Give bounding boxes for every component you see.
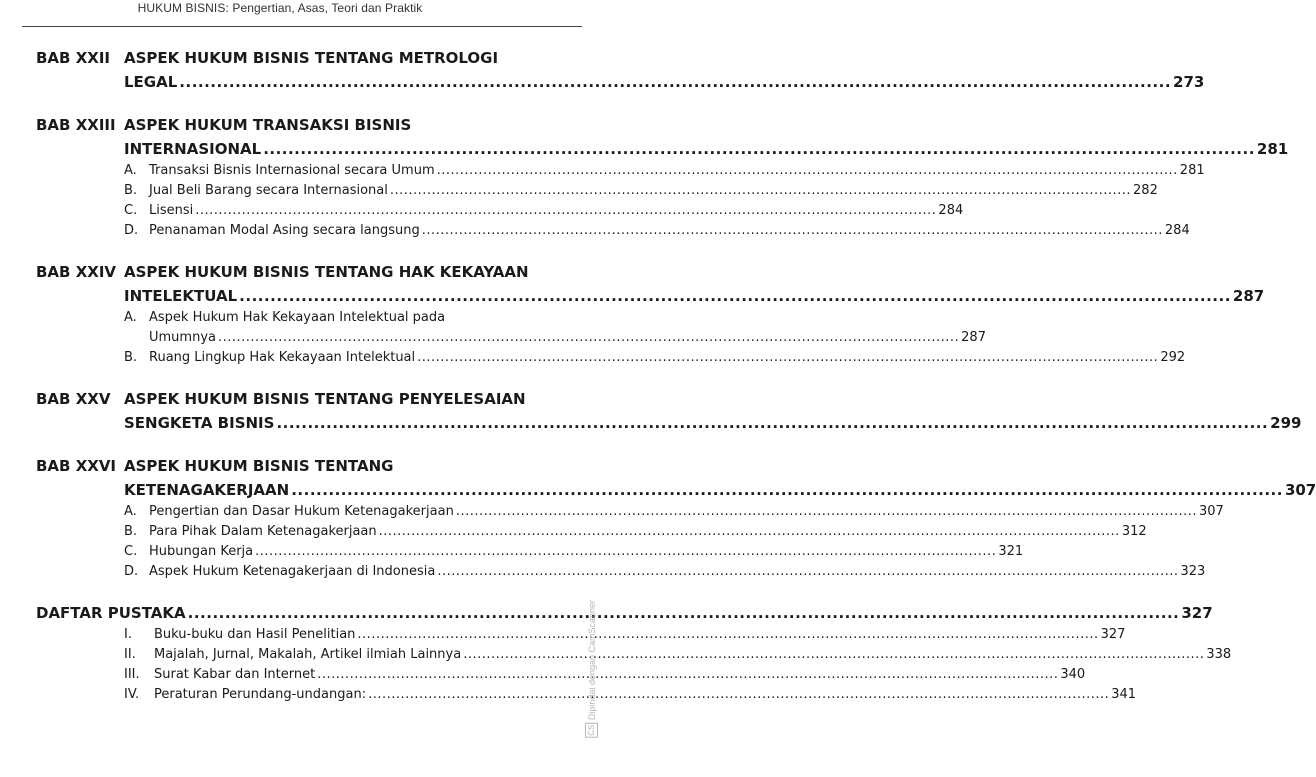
section-entry[interactable] <box>124 625 1126 645</box>
section-title-text: Peraturan Perundang-undangan: <box>154 687 367 702</box>
chapter-title <box>124 454 1316 502</box>
chapter-heading[interactable] <box>0 454 1316 502</box>
section-marker: D. <box>124 223 139 238</box>
section-title-line <box>149 328 986 348</box>
dot-leader <box>368 685 1109 705</box>
page-number: 284 <box>1164 223 1190 238</box>
section-body <box>149 522 1147 542</box>
chapter-heading[interactable] <box>0 46 1205 94</box>
section-title-line <box>149 522 1147 542</box>
header-rule <box>22 26 582 27</box>
section-marker: A. <box>124 310 137 325</box>
page-number: 273 <box>1173 73 1205 91</box>
page-number: 340 <box>1060 667 1086 682</box>
running-head: HUKUM BISNIS: Pengertian, Asas, Teori dan Praktik <box>137 1 423 15</box>
section-entry[interactable] <box>124 522 1147 542</box>
chapter-heading[interactable] <box>0 387 1302 435</box>
page-number: 292 <box>1160 350 1186 365</box>
bibliography-title: DAFTAR PUSTAKA <box>36 604 186 622</box>
table-of-contents <box>0 46 1316 724</box>
chapter-title-line: ASPEK HUKUM BISNIS TENTANG METROLOGI <box>124 49 499 67</box>
chapter-entry <box>0 387 1302 435</box>
chapter-title-line: ASPEK HUKUM BISNIS TENTANG PENYELESAIAN <box>124 390 526 408</box>
section-title-line <box>149 562 1205 582</box>
page-number: 281 <box>1256 140 1289 158</box>
chapter-title-text: INTERNASIONAL <box>124 140 262 158</box>
bibliography-entry <box>0 601 1232 705</box>
section-title-text: Pengertian dan Dasar Hukum Ketenagakerjaan <box>149 504 454 519</box>
section-title-text: Aspek Hukum Ketenagakerjaan di Indonesia <box>149 564 436 579</box>
section-entry[interactable] <box>124 181 1158 201</box>
section-marker: III. <box>124 667 140 682</box>
page-number: 287 <box>1232 287 1265 305</box>
section-marker: D. <box>124 564 139 579</box>
dot-leader <box>390 181 1131 201</box>
section-title-text: Lisensi <box>149 203 194 218</box>
section-title-line <box>149 502 1224 522</box>
section-title-text: Jual Beli Barang secara Internasional <box>149 183 388 198</box>
section-title-line <box>154 645 1231 665</box>
chapter-title-line: ASPEK HUKUM BISNIS TENTANG HAK KEKAYAAN <box>124 263 529 281</box>
section-title-text: Surat Kabar dan Internet <box>154 667 316 682</box>
section-body <box>154 625 1125 645</box>
section-entry[interactable] <box>124 542 1024 562</box>
section-marker: I. <box>124 627 132 642</box>
section-title-line <box>149 542 1023 562</box>
page-number: 284 <box>938 203 964 218</box>
page-number: 338 <box>1206 647 1232 662</box>
chapter-title-line <box>124 70 1205 94</box>
section-list <box>124 308 1186 368</box>
chapter-entry <box>0 260 1265 368</box>
dot-leader <box>195 201 936 221</box>
chapter-title-text: LEGAL <box>124 73 178 91</box>
dot-leader <box>357 625 1098 645</box>
scanner-text: Dipindai dengan CamScanner <box>587 600 597 721</box>
section-title-line <box>149 161 1205 181</box>
section-entry[interactable] <box>124 221 1190 241</box>
bibliography-title-line <box>36 601 1213 625</box>
page-number: 281 <box>1179 163 1205 178</box>
page-number: 312 <box>1121 524 1147 539</box>
chapter-title-line <box>124 411 1302 435</box>
dot-leader <box>456 502 1197 522</box>
dot-leader <box>422 221 1163 241</box>
section-entry[interactable] <box>124 685 1137 705</box>
section-body <box>154 645 1231 665</box>
section-title-text: Buku-buku dan Hasil Penelitian <box>154 627 356 642</box>
bibliography-heading[interactable] <box>0 601 1213 625</box>
dot-leader <box>188 601 1180 625</box>
dot-leader <box>437 161 1178 181</box>
section-marker: A. <box>124 504 137 519</box>
chapter-entry <box>0 113 1289 241</box>
page-number: 282 <box>1133 183 1158 198</box>
dot-leader <box>317 665 1058 685</box>
page-number: 299 <box>1270 414 1302 432</box>
section-title-line: Aspek Hukum Hak Kekayaan Intelektual pada <box>149 310 446 325</box>
section-title-text: Umumnya <box>149 330 216 345</box>
chapter-number: BAB XXIV <box>36 263 117 281</box>
chapter-entry <box>0 454 1316 582</box>
section-marker: A. <box>124 163 137 178</box>
section-body <box>149 502 1224 522</box>
chapter-title <box>124 113 1289 161</box>
section-entry[interactable] <box>124 502 1224 522</box>
page-number: 321 <box>998 544 1024 559</box>
dot-leader <box>218 328 959 348</box>
section-title-text: Penanaman Modal Asing secara langsung <box>149 223 420 238</box>
section-marker: C. <box>124 203 138 218</box>
section-body <box>149 308 986 348</box>
section-body <box>149 201 963 221</box>
chapter-title <box>124 46 1205 94</box>
section-title-line <box>154 665 1085 685</box>
section-body <box>154 665 1085 685</box>
section-entry[interactable] <box>124 161 1205 181</box>
dot-leader <box>276 411 1268 435</box>
dot-leader <box>463 645 1204 665</box>
section-entry[interactable] <box>124 348 1186 368</box>
page-number: 327 <box>1181 604 1213 622</box>
chapter-number: BAB XXII <box>36 49 110 67</box>
chapter-title-text: KETENAGAKERJAAN <box>124 481 290 499</box>
dot-leader <box>379 522 1120 542</box>
section-title-text: Hubungan Kerja <box>149 544 254 559</box>
dot-leader <box>179 70 1171 94</box>
section-entry[interactable] <box>124 308 986 348</box>
dot-leader <box>437 562 1178 582</box>
section-title-text: Majalah, Jurnal, Makalah, Artikel ilmiah Lainnya <box>154 647 462 662</box>
chapter-title <box>124 387 1302 435</box>
page-number: 307 <box>1284 481 1316 499</box>
section-marker: IV. <box>124 687 140 702</box>
section-title-line <box>149 221 1190 241</box>
page-number: 287 <box>961 330 986 345</box>
chapter-number: BAB XXIII <box>36 116 116 134</box>
section-body <box>149 348 1185 368</box>
section-title-line <box>154 625 1125 645</box>
section-body <box>149 161 1205 181</box>
section-marker: B. <box>124 183 138 198</box>
section-title-text: Para Pihak Dalam Ketenagakerjaan <box>149 524 377 539</box>
section-marker: B. <box>124 350 138 365</box>
chapter-entry <box>0 46 1205 94</box>
page-number: 307 <box>1198 504 1224 519</box>
section-title-line <box>154 685 1136 705</box>
section-title-text: Ruang Lingkup Hak Kekayaan Intelektual <box>149 350 416 365</box>
section-marker: B. <box>124 524 138 539</box>
section-entry[interactable] <box>124 645 1232 665</box>
section-body <box>149 181 1158 201</box>
section-title-text: Transaksi Bisnis Internasional secara Umum <box>149 163 435 178</box>
chapter-title-line <box>124 478 1316 502</box>
section-entry[interactable] <box>124 665 1086 685</box>
chapter-title-line: ASPEK HUKUM BISNIS TENTANG <box>124 457 394 475</box>
chapter-title-line: ASPEK HUKUM TRANSAKSI BISNIS <box>124 116 412 134</box>
section-body <box>149 542 1023 562</box>
chapter-title-text: SENGKETA BISNIS <box>124 414 275 432</box>
dot-leader <box>417 348 1158 368</box>
section-body <box>154 685 1136 705</box>
section-entry[interactable] <box>124 201 964 221</box>
chapter-title-line <box>124 137 1289 161</box>
section-body <box>149 221 1190 241</box>
page-number: 327 <box>1100 627 1126 642</box>
section-title-line <box>149 348 1185 368</box>
section-title-line <box>149 181 1158 201</box>
chapter-heading[interactable] <box>0 113 1289 161</box>
dot-leader <box>291 478 1283 502</box>
section-list <box>124 502 1224 582</box>
page-number: 341 <box>1111 687 1137 702</box>
chapter-heading[interactable] <box>0 260 1265 308</box>
dot-leader <box>255 542 996 562</box>
section-list <box>124 161 1205 241</box>
section-entry[interactable] <box>124 562 1206 582</box>
chapter-title-text: INTELEKTUAL <box>124 287 238 305</box>
section-title-line <box>149 201 963 221</box>
section-body <box>149 562 1205 582</box>
page-number: 323 <box>1180 564 1206 579</box>
chapter-number: BAB XXV <box>36 390 111 408</box>
dot-leader <box>239 284 1231 308</box>
section-marker: C. <box>124 544 138 559</box>
scanner-watermark <box>585 600 598 741</box>
chapter-title <box>124 260 1265 308</box>
chapter-title-line <box>124 284 1265 308</box>
chapter-number: BAB XXVI <box>36 457 117 475</box>
dot-leader <box>263 137 1255 161</box>
camscanner-logo: CS <box>587 724 596 736</box>
section-marker: II. <box>124 647 136 662</box>
